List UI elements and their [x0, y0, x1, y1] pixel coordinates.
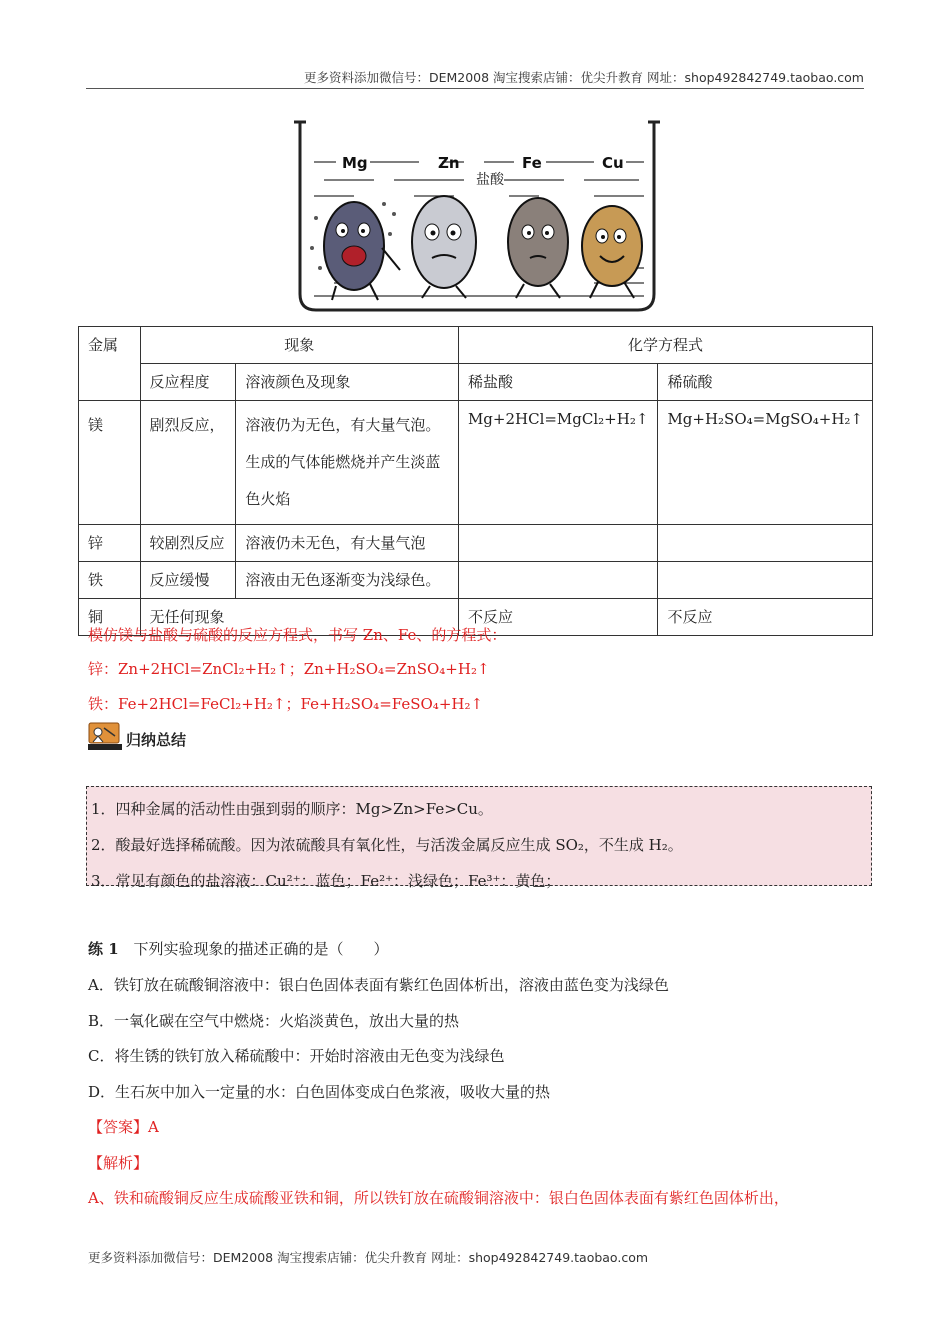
- header-divider: [86, 88, 864, 89]
- metal-cell: 镁: [79, 401, 141, 525]
- table-row: [79, 525, 873, 562]
- summary-title: 归纳总结: [126, 731, 187, 749]
- hcl-equation-cell: [458, 525, 658, 562]
- option-b: B．一氧化碳在空气中燃烧：火焰淡黄色，放出大量的热: [88, 1012, 460, 1030]
- cu-character: [582, 206, 642, 298]
- beaker-illustration: [294, 118, 660, 314]
- summary-heading: [88, 722, 186, 752]
- zn-character: [412, 196, 476, 298]
- hcl-equation-cell: 不反应: [458, 599, 658, 636]
- teacher-icon: [88, 722, 122, 752]
- color-cell: 溶液仍未无色，有大量气泡: [236, 525, 459, 562]
- color-cell: 溶液仍为无色，有大量气泡。生成的气体能燃烧并产生淡蓝色火焰: [236, 401, 459, 525]
- metal-label-fe: Fe: [522, 154, 542, 172]
- hcl-equation-cell: [458, 562, 658, 599]
- degree-cell: 剧烈反应，: [140, 401, 236, 525]
- imitate-intro: 模仿镁与盐酸与硫酸的反应方程式，书写 Zn、Fe、的方程式：: [88, 626, 507, 644]
- table-row: [79, 562, 873, 599]
- metal-reaction-table: [78, 326, 873, 636]
- acid-label: 盐酸: [476, 172, 504, 188]
- sub-degree-header: 反应程度: [140, 364, 236, 401]
- mg-character: [310, 202, 400, 300]
- h2so4-equation-cell: Mg+H₂SO₄=MgSO₄+H₂↑: [658, 401, 873, 525]
- color-cell: 溶液由无色逐渐变为浅绿色。: [236, 562, 459, 599]
- degree-cell: 无任何现象: [140, 599, 458, 636]
- imitate-fe: 铁：Fe+2HCl=FeCl₂+H₂↑；Fe+H₂SO₄=FeSO₄+H₂↑: [88, 695, 484, 713]
- degree-cell: 较剧烈反应: [140, 525, 236, 562]
- hcl-equation-cell: Mg+2HCl=MgCl₂+H₂↑: [458, 401, 658, 525]
- summary-item: 2．酸最好选择稀硫酸。因为浓硫酸具有氧化性，与活泼金属反应生成 SO₂，不生成 H₂。: [91, 836, 683, 854]
- metal-label-mg: Mg: [342, 154, 368, 172]
- summary-box: [86, 786, 872, 890]
- option-c: C．将生锈的铁钉放入稀硫酸中：开始时溶液由无色变为浅绿色: [88, 1047, 505, 1065]
- h2so4-equation-cell: [658, 525, 873, 562]
- page-footer: 更多资料添加微信号：DEM2008 淘宝搜索店铺：优尖升教育 网址：shop492842749.taobao.com: [88, 1250, 649, 1265]
- metal-label-zn: Zn: [438, 154, 460, 172]
- exercise-question: [88, 938, 388, 959]
- h2so4-equation-cell: 不反应: [658, 599, 873, 636]
- option-a: A．铁钉放在硫酸铜溶液中：银白色固体表面有紫红色固体析出，溶液由蓝色变为浅绿色: [88, 976, 669, 994]
- metal-label-cu: Cu: [602, 154, 624, 172]
- exercise-label: 练 1: [88, 940, 119, 958]
- analysis-label: 【解析】: [88, 1154, 149, 1172]
- option-d: D．生石灰中加入一定量的水：白色固体变成白色浆液，吸收大量的热: [88, 1083, 551, 1101]
- h2so4-equation-cell: [658, 562, 873, 599]
- fe-character: [508, 198, 568, 298]
- imitate-zn: 锌：Zn+2HCl=ZnCl₂+H₂↑；Zn+H₂SO₄=ZnSO₄+H₂↑: [88, 660, 490, 678]
- col-phenomenon-header: 现象: [140, 327, 458, 364]
- metal-cell: 铁: [79, 562, 141, 599]
- metal-cell: 铜: [79, 599, 141, 636]
- summary-item: 1．四种金属的活动性由强到弱的顺序：Mg>Zn>Fe>Cu。: [91, 800, 493, 818]
- summary-item: 3．常见有颜色的盐溶液：Cu²⁺：蓝色；Fe²⁺：浅绿色；Fe³⁺：黄色；: [91, 872, 561, 890]
- answer: 【答案】A: [88, 1118, 159, 1136]
- col-metal-header: 金属: [79, 327, 141, 401]
- sub-color-header: 溶液颜色及现象: [236, 364, 459, 401]
- table-row: [79, 401, 873, 525]
- exercise-question-text: 下列实验现象的描述正确的是（ ）: [133, 940, 389, 958]
- degree-cell: 反应缓慢: [140, 562, 236, 599]
- col-equation-header: 化学方程式: [458, 327, 872, 364]
- analysis-text: A、铁和硫酸铜反应生成硫酸亚铁和铜，所以铁钉放在硫酸铜溶液中：银白色固体表面有紫红色固体析出，: [88, 1189, 789, 1207]
- sub-h2so4-header: 稀硫酸: [658, 364, 873, 401]
- page-header: 更多资料添加微信号：DEM2008 淘宝搜索店铺：优尖升教育 网址：shop492842749.taobao.com: [303, 70, 864, 85]
- metal-cell: 锌: [79, 525, 141, 562]
- sub-hcl-header: 稀盐酸: [458, 364, 658, 401]
